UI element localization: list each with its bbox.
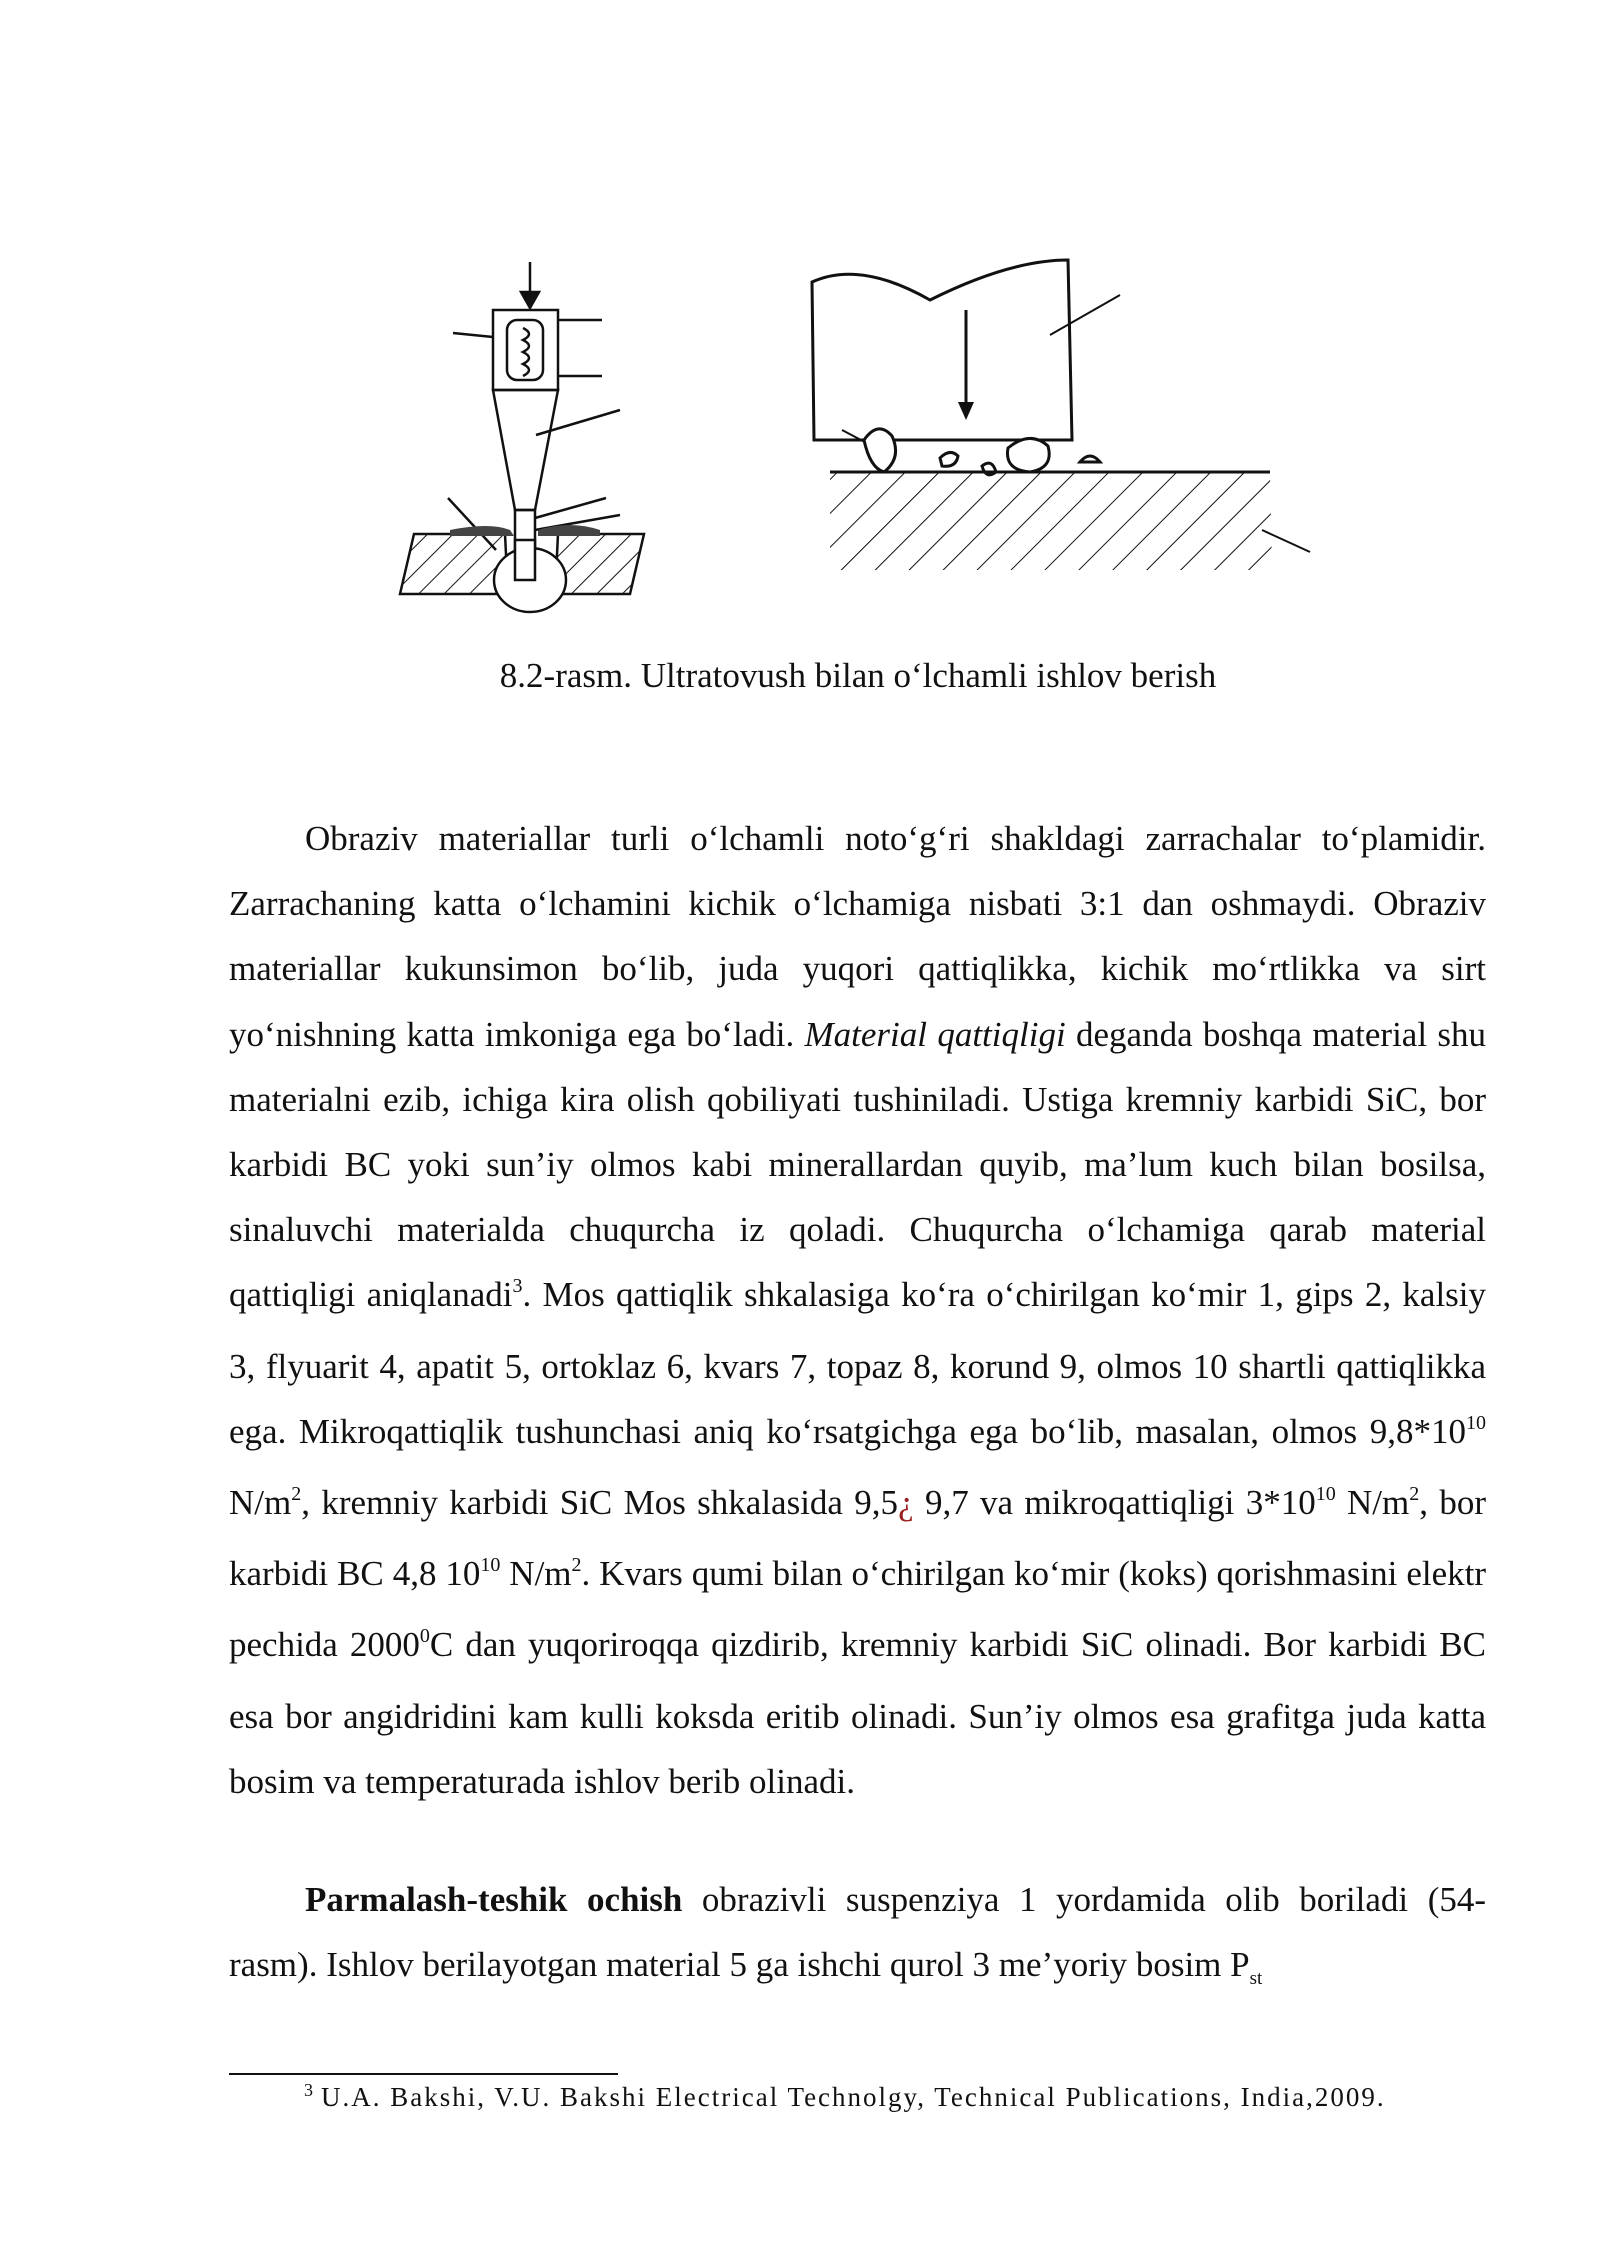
footnote (304, 2082, 1386, 2113)
odd-glyph: ¿ (898, 1483, 914, 1523)
paragraph-abrasive-materials (229, 806, 1486, 1814)
p1-text-11: C dan yuqoriroqqa qizdirib, kremniy karbidi SiC olinadi. Bor karbidi BC esa bor angidridini kam kulli koksda eritib olinadi. Sun’iy olmos esa grafitga juda katta bosim va temperaturada ishlov berib olinadi. (229, 1625, 1487, 1801)
footnote-text: U.A. Bakshi, V.U. Bakshi Electrical Technolgy, Technical Publications, India,2009. (321, 2082, 1386, 2112)
exponent: 0 (419, 1625, 430, 1648)
p1-text-6: 9,7 va mikroqattiqligi 3*10 (913, 1483, 1316, 1523)
p1-text-9: N/m (500, 1554, 572, 1594)
exponent: 2 (1409, 1483, 1420, 1506)
exponent: 10 (480, 1554, 501, 1577)
exponent: 2 (571, 1554, 582, 1577)
footnote-reference[interactable]: 3 (512, 1275, 523, 1298)
ultrasonic-diagram (390, 240, 1330, 640)
left-tool-drawing (448, 262, 620, 560)
footnote-separator (229, 2073, 618, 2075)
p1-text-5: , kremniy karbidi SiC Mos shkalasida 9,5 (301, 1483, 899, 1523)
term-drilling: Parmalash-teshik ochish (305, 1880, 683, 1919)
p1-text-1: Obraziv materiallar turli o‘lchamli noto‘g‘ri shakldagi zarrachalar to‘plamidir. Zarrachaning katta o‘lchamini kichik o‘lchamiga nisbati 3:1 dan oshmaydi. Obraziv materiallar kukunsimon bo‘lib, juda yuqori qattiqlikka, kichik mo‘rtlikka va sirt yo‘nishning katta imkoniga ega bo‘ladi. (229, 819, 1486, 1054)
p1-text-3: . Mos qattiqlik shkalasiga ko‘ra o‘chirilgan ko‘mir 1, gips 2, kalsiy 3, flyuarit 4, apatit 5, ortoklaz 6, kvars 7, topaz 8, korund 9, olmos 10 shartli qattiqlikka ega. Mikroqattiqlik tushunchasi aniq ko‘rsatgichga ega bo‘lib, masalan, olmos 9,8*10 (229, 1275, 1487, 1451)
subscript: st (1249, 1968, 1263, 1990)
p1-text-7: N/m (1335, 1483, 1410, 1523)
paragraph-drilling (229, 1867, 1486, 2003)
right-particles-drawing (812, 260, 1310, 570)
exponent: 10 (1466, 1411, 1486, 1434)
left-workpiece (400, 525, 644, 612)
p2-text-1: obrazivli suspenziya 1 yordamida olib boriladi (54-rasm). Ishlov berilayotgan material 5 ga ishchi qurol 3 me’yoriy bosim P (229, 1880, 1487, 1985)
p1-text-2: deganda boshqa material shu materialni ezib, ichiga kira olish qobiliyati tushiniladi. Ustiga kremniy karbidi SiC, bor karbidi BC yoki sun’iy olmos kabi minerallardan quyib, ma’lum kuch bilan bosilsa, sinaluvchi materialda chuqurcha iz qoladi. Chuqurcha o‘lchamiga qarab material qattiqligi aniqlanadi (229, 1014, 1486, 1315)
exponent: 10 (1315, 1483, 1336, 1506)
p1-text-4: N/m (229, 1483, 292, 1523)
figure-ultrasonic-machining (390, 240, 1330, 640)
p1-text-8: , bor karbidi BC 4,8 10 (229, 1483, 1486, 1594)
term-material-hardness: Material qattiqligi (804, 1014, 1066, 1054)
p1-text-10: . Kvars qumi bilan o‘chirilgan ko‘mir (koks) qorishmasini elektr pechida 2000 (229, 1554, 1486, 1665)
footnote-mark: 3 (304, 2080, 315, 2100)
exponent: 2 (291, 1483, 302, 1506)
figure-caption: 8.2-rasm. Ultratovush bilan o‘lchamli ishlov berish (499, 656, 1217, 695)
